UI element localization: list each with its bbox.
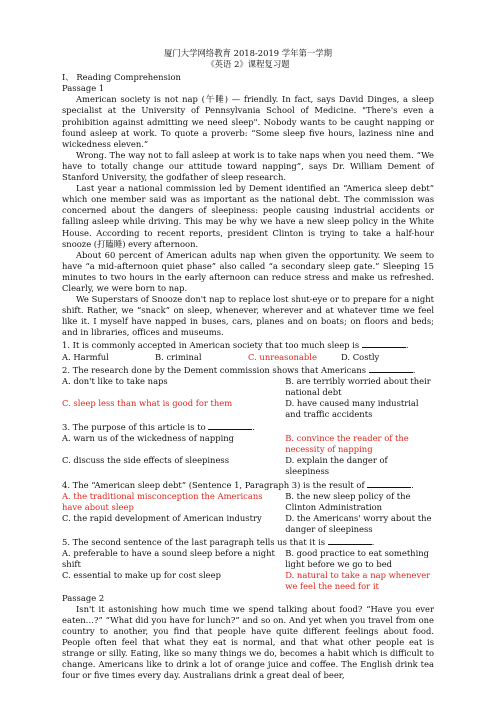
- answer-blank: [367, 478, 411, 488]
- question-stem-end: .: [371, 537, 375, 548]
- passage1-para-5: We Superstars of Snooze don't nap to replace lost shut-eye or to prepare for a night shift. Rather, we “snack” on sleep, whenever, wherever and at whatever time we feel like it. I myself have napped in buses, cars, planes and on boats; on floors and beds; and in libraries, offices and museums.: [62, 294, 434, 338]
- passage1-para-4: About 60 percent of American adults nap when given the opportunity. We seem to have “a mid-afternoon quiet phase” also called “a secondary sleep gate.” Sleeping 15 minutes to two hours in the early afternoon can reduce stress and make us refreshed. Clearly, we were born to nap.: [62, 249, 434, 293]
- passage1-label: Passage 1: [62, 83, 105, 94]
- question-stem: 1. It is commonly accepted in American society that too much sleep is: [62, 340, 360, 351]
- question-2: [62, 363, 434, 376]
- question-1: [62, 338, 434, 351]
- option-c: C. the rapid development of American industry: [62, 512, 262, 523]
- options-3: [62, 433, 434, 477]
- option-c-answer: C. unreasonable: [248, 351, 317, 362]
- options-4: [62, 491, 434, 535]
- question-5: [62, 535, 434, 548]
- options-5: [62, 548, 434, 592]
- question-stem: 3. The purpose of this article is to: [62, 422, 206, 433]
- option-b: B. good practice to eat something light before we go to bed: [285, 548, 430, 570]
- option-b-answer: B. convince the reader of the necessity of napping: [285, 433, 409, 455]
- options-1: [62, 352, 434, 363]
- question-4: [62, 478, 434, 491]
- answer-blank: [369, 363, 413, 373]
- option-a-answer: A. the traditional misconception the Americans have about sleep: [62, 490, 263, 512]
- option-c: C. discuss the side effects of sleepiness: [62, 455, 230, 466]
- option-d: D. have caused many industrial and traffic accidents: [285, 397, 419, 419]
- exam-page: [62, 46, 434, 681]
- option-a: A. don't like to take naps: [62, 375, 168, 386]
- exam-title-school: 厦门大学网络教育 2018-2019 学年第一学期: [163, 48, 333, 58]
- option-c-answer: C. sleep less than what is good for them: [62, 397, 233, 408]
- option-a: A. Harmful: [62, 351, 109, 362]
- exam-title-course: 《英语 2》课程复习题: [206, 59, 290, 70]
- answer-blank: [362, 338, 406, 348]
- question-stem-end: .: [252, 422, 255, 433]
- option-c: C. essential to make up for cost sleep: [62, 570, 221, 581]
- option-d-answer: D. natural to take a nap whenever we feel the need for it: [285, 570, 431, 592]
- question-stem-end: .: [412, 364, 416, 375]
- option-b: B. criminal: [155, 351, 202, 362]
- question-stem-end: .: [405, 340, 409, 351]
- passage1-para-2: Wrong. The way not to fall asleep at work is to take naps when you need them. “We have to totally change our attitude toward napping”, says Dr. William Dement of Stanford University, the godfather of sleep research.: [62, 149, 434, 183]
- option-b: B. are terribly worried about their national debt: [285, 375, 431, 397]
- passage2-para-1: Isn't it astonishing how much time we spend talking about food? “Have you ever eaten…?” “What did you have for lunch?” and so on. And yet when you travel from one country to another, you find that people have quite different feelings about food. People often feel that what they eat is normal, and that what other people eat is strange or silly. Eating, like so many things we do, becomes a habit which is difficult to change. Americans like to drink a lot of orange juice and coffee. The English drink tea four or five times every day. Australians drink a great deal of beer,: [62, 603, 434, 681]
- question-3: [62, 420, 434, 433]
- passage1-para-1: American society is not nap (午睡) — friendly. In fact, says David Dinges, a sleep specialist at the University of Pennsylvania School of Medicine. "There's even a prohibition against admitting we need sleep". Nobody wants to be caught napping or found asleep at work. To quote a proverb: “Some sleep five hours, laziness nine and wickedness eleven.”: [62, 94, 434, 149]
- section-heading: Ⅰ、 Reading Comprehension: [62, 72, 181, 83]
- option-d: D. explain the danger of sleepiness: [285, 455, 388, 477]
- answer-blank: [208, 420, 252, 430]
- question-stem: 2. The research done by the Dement commission shows that Americans: [62, 364, 367, 375]
- passage1-para-3: Last year a national commission led by Dement identified an “America sleep debt” which one member said was as important as the national debt. The commission was concerned about the dangers of sleepiness: people causing industrial accidents or falling asleep while driving. This may be why we have a new sleep policy in the White House. According to recent reports, president Clinton is trying to take a half-hour snooze (打瞌睡) every afternoon.: [62, 183, 434, 249]
- option-b: B. the new sleep policy of the Clinton Administration: [285, 490, 411, 512]
- option-d: D. the Americans' worry about the danger of sleepiness: [285, 512, 432, 534]
- option-a: A. warn us of the wickedness of napping: [62, 433, 235, 444]
- option-a: A. preferable to have a sound sleep before a night shift: [62, 548, 275, 570]
- question-stem: 4. The “American sleep debt” (Sentence 1, Paragraph 3) is the result of: [62, 479, 365, 490]
- passage2-label: Passage 2: [62, 592, 105, 603]
- question-stem-end: .: [411, 479, 414, 490]
- question-stem: 5. The second sentence of the last paragraph tells us that it is: [62, 537, 326, 548]
- option-d: D. Costly: [341, 351, 380, 362]
- answer-blank: [328, 535, 372, 545]
- options-2: [62, 376, 434, 420]
